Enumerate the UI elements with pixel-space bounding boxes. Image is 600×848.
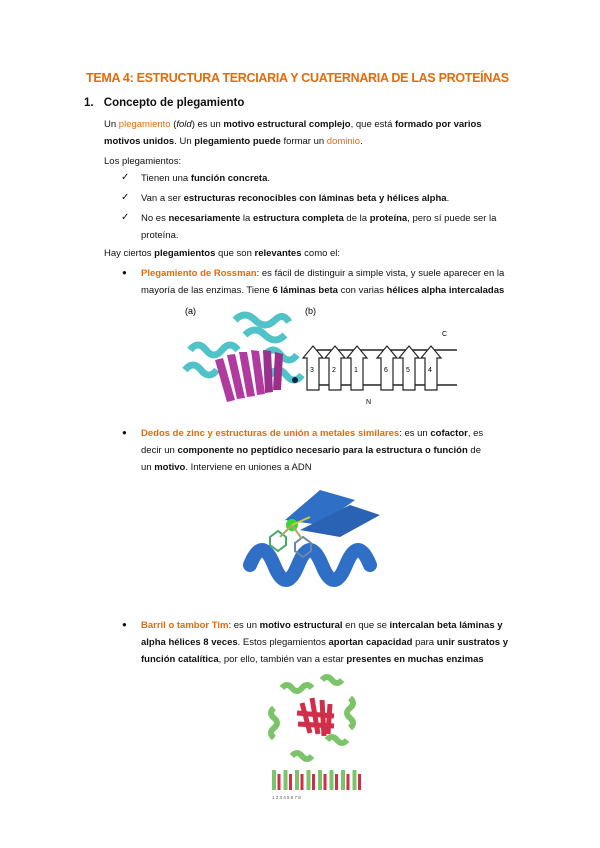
strand-label: 3: [310, 367, 314, 374]
figure-label-b: (b): [305, 306, 316, 316]
rossman-line-1: Plegamiento de Rossman: es fácil de distinguir a simple vista, y suele aparecer en la: [141, 268, 505, 279]
strand-label: 2: [332, 367, 336, 374]
strand-segment: [347, 774, 350, 790]
zinc-line-2: decir un componente no peptídico necesario para la estructura o función de: [141, 445, 481, 456]
section-title: Concepto de plegamiento: [103, 97, 245, 109]
strand-segment: [335, 774, 338, 790]
strand-segment: [301, 774, 304, 790]
intro-line-2: motivos unidos. Un plegamiento puede formar un dominio.: [104, 136, 363, 147]
check-icon: ✓: [121, 192, 130, 203]
helix-segment: [318, 770, 322, 790]
strand-segment: [312, 774, 315, 790]
beta-strand-arrow: [325, 346, 345, 390]
section-number: 1.: [84, 97, 94, 109]
helix-segment: [307, 770, 311, 790]
beta-strand-arrow: [303, 346, 323, 390]
n-terminus-label: N: [366, 399, 372, 406]
zinc-line-3: un motivo. Interviene en uniones a ADN: [141, 462, 312, 473]
rossman-topology-diagram: [303, 331, 457, 406]
tim-line-3: función catalítica, por ello, también van a estar presentes en muchas enzimas: [141, 654, 484, 665]
figure-label-a: (a): [185, 306, 196, 316]
hay-ciertos-line: Hay ciertos plegamientos que son relevantes como el:: [104, 248, 341, 259]
check-item-2: Van a ser estructuras reconocibles con láminas beta y hélices alpha.: [141, 193, 450, 204]
rossman-ribbon-image: [185, 315, 302, 402]
helix-segment: [330, 770, 334, 790]
tim-line-2: alpha hélices 8 veces. Estos plegamientos aportan capacidad para unir sustratos y: [141, 637, 509, 648]
section-heading: [84, 97, 244, 109]
strand-segment: [289, 774, 292, 790]
strand-label: 4: [428, 367, 432, 374]
strand-label: 6: [384, 367, 388, 374]
helix-segment: [284, 770, 288, 790]
beta-strand-arrow: [347, 346, 367, 390]
helix-segment: [353, 770, 357, 790]
tim-topology-numbers: 1 2 3 4 5 6 7 8: [272, 795, 301, 800]
zinc-finger-figure: [240, 475, 390, 595]
strand-label: 1: [354, 367, 358, 374]
document-title: TEMA 4: ESTRUCTURA TERCIARIA Y CUATERNARIA DE LAS PROTEÍNAS: [86, 71, 509, 85]
check-item-3: No es necesariamente la estructura completa de la proteína, pero sí puede ser la: [141, 213, 497, 224]
bullet-icon: ●: [122, 428, 127, 437]
tim-barrel-figure: [262, 668, 372, 768]
bullet-icon: ●: [122, 268, 127, 277]
check-item-1: Tienen una función concreta.: [141, 173, 271, 184]
c-terminus-label: C: [442, 331, 448, 338]
tim-topology-diagram: [268, 768, 368, 802]
check-icon: ✓: [121, 212, 130, 223]
strand-label: 5: [406, 367, 410, 374]
beta-strand-arrow: [399, 346, 419, 390]
tim-line-1: Barril o tambor Tim: es un motivo estructural en que se intercalan beta láminas y: [141, 620, 503, 631]
strand-segment: [278, 774, 281, 790]
check-item-3-cont: proteína.: [141, 230, 179, 241]
los-plegamientos-label: Los plegamientos:: [104, 156, 182, 167]
beta-strand-arrow: [377, 346, 397, 390]
helix-segment: [295, 770, 299, 790]
zinc-line-1: Dedos de zinc y estructuras de unión a metales similares: es un cofactor, es: [141, 428, 484, 439]
rossman-line-2: mayoría de las enzimas. Tiene 6 láminas beta con varias hélices alpha intercaladas: [141, 285, 505, 296]
helix-segment: [272, 770, 276, 790]
bullet-icon: ●: [122, 620, 127, 629]
helix-segment: [341, 770, 345, 790]
check-icon: ✓: [121, 172, 130, 183]
rossman-figure: [175, 300, 465, 410]
strand-segment: [358, 774, 361, 790]
beta-strand-arrow: [421, 346, 441, 390]
intro-line-1: Un plegamiento (fold) es un motivo estructural complejo, que está formado por varios: [104, 119, 482, 130]
strand-segment: [324, 774, 327, 790]
